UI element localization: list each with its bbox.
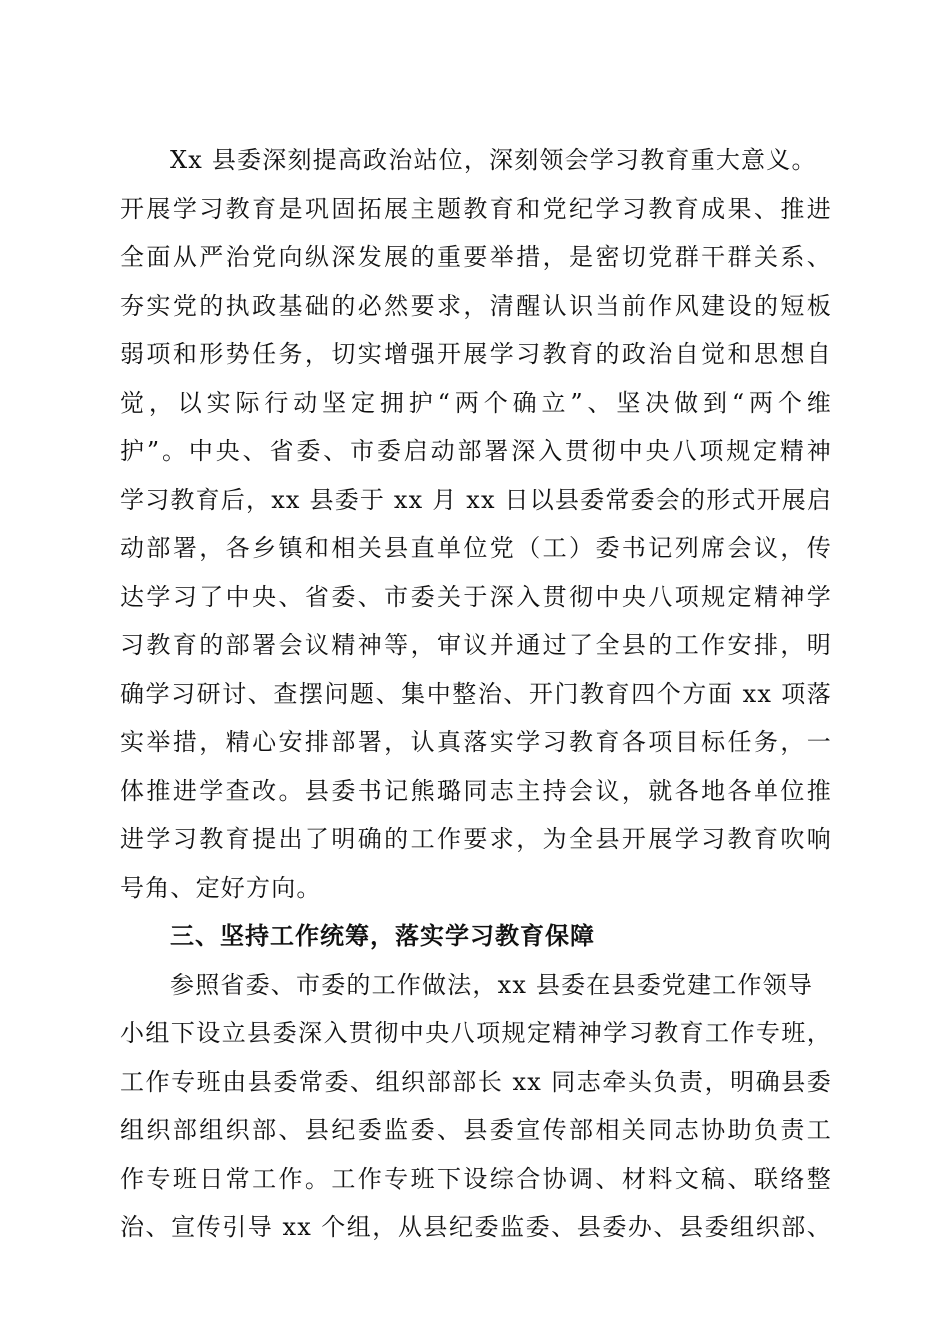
paragraph-line: 体推进学查改。县委书记熊璐同志主持会议，就各地各单位推: [120, 776, 832, 805]
paragraph-line: 号角、定好方向。: [120, 873, 322, 902]
paragraph-line: 作专班日常工作。工作专班下设综合协调、材料文稿、联络整: [120, 1164, 832, 1193]
paragraph-line: 学习教育后，xx 县委于 xx 月 xx 日以县委常委会的形式开展启: [120, 485, 833, 514]
paragraph-line: 动部署，各乡镇和相关县直单位党（工）委书记列席会议，传: [120, 534, 832, 562]
paragraph-line: 进学习教育提出了明确的工作要求，为全县开展学习教育吹响: [120, 825, 832, 853]
paragraph-line: 实举措，精心安排部署，认真落实学习教育各项目标任务，一: [120, 728, 832, 756]
paragraph-line: 参照省委、市委的工作做法，xx 县委在县委党建工作领导: [170, 970, 814, 999]
paragraph-line: 小组下设立县委深入贯彻中央八项规定精神学习教育工作专班，: [120, 1019, 832, 1047]
paragraph-line: 全面从严治党向纵深发展的重要举措，是密切党群干群关系、: [120, 243, 832, 271]
paragraph-line: 觉，以实际行动坚定拥护“两个确立”、坚决做到“两个维: [120, 388, 832, 417]
paragraph-line: 护”。中央、省委、市委启动部署深入贯彻中央八项规定精神: [120, 437, 832, 465]
paragraph-line: Xx 县委深刻提高政治站位，深刻领会学习教育重大意义。: [170, 146, 817, 174]
paragraph-line: 习教育的部署会议精神等，审议并通过了全县的工作安排，明: [120, 631, 832, 659]
paragraph-line: 弱项和形势任务，切实增强开展学习教育的政治自觉和思想自: [120, 340, 832, 368]
paragraph-line: 组织部组织部、县纪委监委、县委宣传部相关同志协助负责工: [120, 1116, 832, 1144]
paragraph-line: 达学习了中央、省委、市委关于深入贯彻中央八项规定精神学: [120, 582, 832, 611]
paragraph-line: 开展学习教育是巩固拓展主题教育和党纪学习教育成果、推进: [120, 194, 832, 223]
paragraph-line: 夯实党的执政基础的必然要求，清醒认识当前作风建设的短板: [120, 291, 832, 320]
section-heading: 三、坚持工作统筹，落实学习教育保障: [170, 922, 595, 950]
paragraph-line: 治、宣传引导 xx 个组，从县纪委监委、县委办、县委组织部、: [120, 1213, 832, 1241]
paragraph-line: 确学习研讨、查摆问题、集中整治、开门教育四个方面 xx 项落: [120, 679, 832, 708]
paragraph-line: 工作专班由县委常委、组织部部长 xx 同志牵头负责，明确县委: [120, 1067, 832, 1096]
body-text: [120, 136, 832, 1252]
